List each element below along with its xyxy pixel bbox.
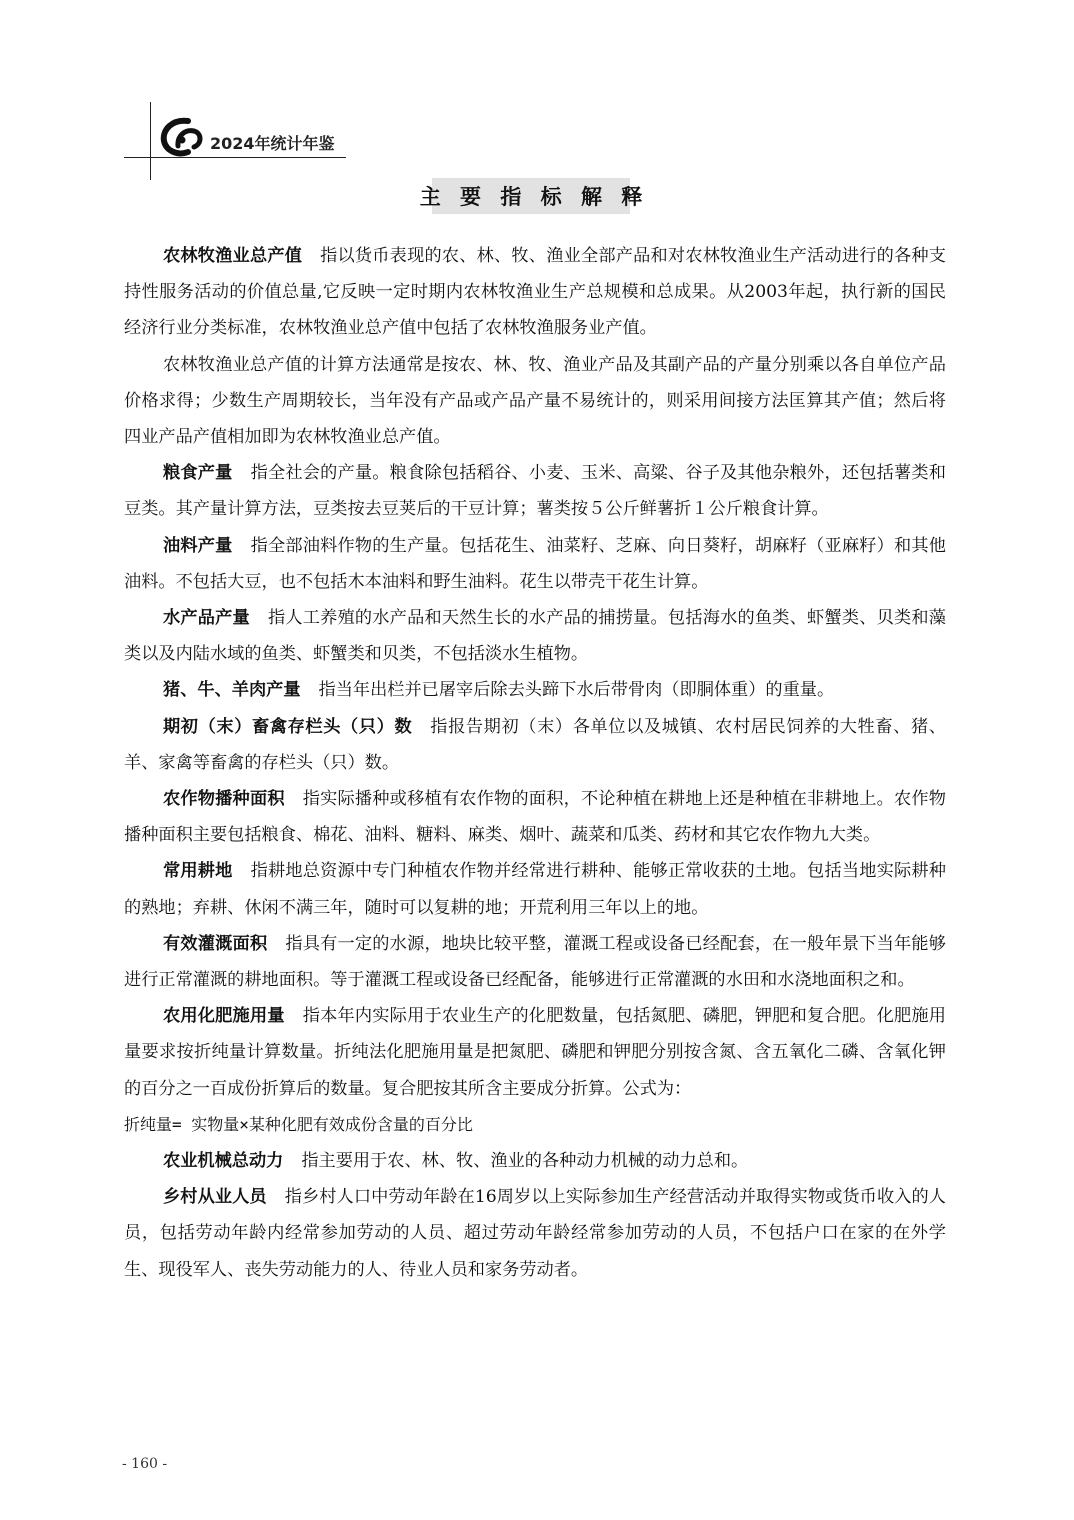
yearbook-header bbox=[0, 0, 1074, 200]
indicator-text: 指以货币表现的农、林、牧、渔业全部产品和对农林牧渔业生产活动进行的各种支持性服务活动的价值总量,它反映一定时期内农林牧渔业生产总规模和总成果。从2003年起，执行新的国民经济行业分类标准，农林牧渔业总产值中包括了农林牧渔服务业产值。 bbox=[124, 246, 946, 339]
indicator-text: 指具有一定的水源，地块比较平整，灌溉工程或设备已经配套，在一般年景下当年能够进行正常灌溉的耕地面积。等于灌溉工程或设备已经配备，能够进行正常灌溉的水田和水浇地面积之和。 bbox=[124, 933, 946, 991]
definition-paragraph bbox=[124, 998, 946, 1107]
section-title: 主 要 指 标 解 释 bbox=[419, 185, 649, 209]
definition-paragraph bbox=[124, 781, 946, 853]
indicator-term: 乡村从业人员 bbox=[163, 1187, 267, 1208]
indicator-term: 农作物播种面积 bbox=[163, 789, 285, 810]
definition-paragraph bbox=[124, 600, 946, 672]
indicator-term: 粮食产量 bbox=[163, 463, 233, 484]
indicator-text: 农林牧渔业总产值的计算方法通常是按农、林、牧、渔业产品及其副产品的产量分别乘以各自单位产品价格求得；少数生产周期较长，当年没有产品或产品产量不易统计的，则采用间接方法匡算其产值；然后将四业产品产值相加即为农林牧渔业总产值。 bbox=[124, 354, 946, 448]
fertilizer-formula: 折纯量= 实物量×某种化肥有效成份含量的百分比 bbox=[124, 1114, 473, 1134]
definition-paragraph bbox=[124, 709, 946, 781]
indicator-term: 有效灌溉面积 bbox=[163, 933, 268, 954]
indicator-text: 指本年内实际用于农业生产的化肥数量，包括氮肥、磷肥，钾肥和复合肥。化肥施用量要求按折纯量计算数量。折纯法化肥施用量是把氮肥、磷肥和钾肥分别按含氮、含五氧化二磷、含氧化钾的百分之一百成份折算后的数量。复合肥按其所含主要成分折算。公式为： bbox=[124, 1006, 946, 1099]
section-title-box bbox=[419, 178, 649, 214]
header-vertical-rule bbox=[150, 102, 151, 180]
indicator-term: 期初（末）畜禽存栏头（只）数 bbox=[163, 716, 413, 737]
statistics-logo-icon bbox=[158, 116, 206, 160]
indicator-definitions bbox=[124, 238, 946, 1288]
definition-paragraph bbox=[124, 853, 946, 925]
definition-paragraph bbox=[124, 1179, 946, 1288]
indicator-text: 指实际播种或移植有农作物的面积，不论种植在耕地上还是种植在非耕地上。农作物播种面积主要包括粮食、棉花、油料、糖料、麻类、烟叶、蔬菜和瓜类、药材和其它农作物九大类。 bbox=[124, 789, 946, 846]
indicator-text: 指主要用于农、林、牧、渔业的各种动力机械的动力总和。 bbox=[301, 1151, 749, 1172]
yearbook-title: 2024年统计年鉴 bbox=[210, 134, 335, 153]
definition-paragraph bbox=[124, 238, 946, 347]
indicator-text: 指当年出栏并已屠宰后除去头蹄下水后带骨肉（即胴体重）的重量。 bbox=[318, 680, 835, 701]
indicator-term: 农业机械总动力 bbox=[163, 1151, 284, 1172]
definition-paragraph bbox=[124, 455, 946, 527]
indicator-text: 指人工养殖的水产品和天然生长的水产品的捕捞量。包括海水的鱼类、虾蟹类、贝类和藻类以及内陆水域的鱼类、虾蟹类和贝类，不包括淡水生植物。 bbox=[124, 608, 946, 665]
indicator-text: 指全社会的产量。粮食除包括稻谷、小麦、玉米、高粱、谷子及其他杂粮外，还包括薯类和豆类。其产量计算方法，豆类按去豆荚后的干豆计算；薯类按５公斤鲜薯折１公斤粮食计算。 bbox=[124, 463, 946, 520]
page-number: - 160 - bbox=[122, 1456, 168, 1472]
indicator-text: 指乡村人口中劳动年龄在16周岁以上实际参加生产经营活动并取得实物或货币收入的人员，包括劳动年龄内经常参加劳动的人员、超过劳动年龄经常参加劳动的人员，不包括户口在家的在外学生、现役军人、丧失劳动能力的人、待业人员和家务劳动者。 bbox=[124, 1187, 946, 1280]
indicator-term: 农用化肥施用量 bbox=[163, 1006, 285, 1027]
definition-paragraph bbox=[124, 672, 946, 708]
indicator-term: 常用耕地 bbox=[163, 861, 233, 882]
definition-paragraph bbox=[124, 926, 946, 998]
definition-paragraph bbox=[124, 1143, 946, 1179]
definition-paragraph bbox=[124, 528, 946, 600]
indicator-term: 水产品产量 bbox=[163, 608, 250, 629]
indicator-text: 指耕地总资源中专门种植农作物并经常进行耕种、能够正常收获的土地。包括当地实际耕种的熟地；弃耕、休闲不满三年，随时可以复耕的地；开荒利用三年以上的地。 bbox=[124, 861, 946, 918]
definition-paragraph bbox=[124, 347, 946, 456]
indicator-term: 猪、牛、羊肉产量 bbox=[163, 680, 301, 701]
indicator-term: 油料产量 bbox=[163, 535, 233, 556]
indicator-text: 指报告期初（末）各单位以及城镇、农村居民饲养的大牲畜、猪、羊、家禽等畜禽的存栏头（只）数。 bbox=[124, 716, 946, 773]
indicator-text: 指全部油料作物的生产量。包括花生、油菜籽、芝麻、向日葵籽，胡麻籽（亚麻籽）和其他油料。不包括大豆，也不包括木本油料和野生油料。花生以带壳干花生计算。 bbox=[124, 535, 946, 592]
indicator-term: 农林牧渔业总产值 bbox=[163, 246, 303, 266]
